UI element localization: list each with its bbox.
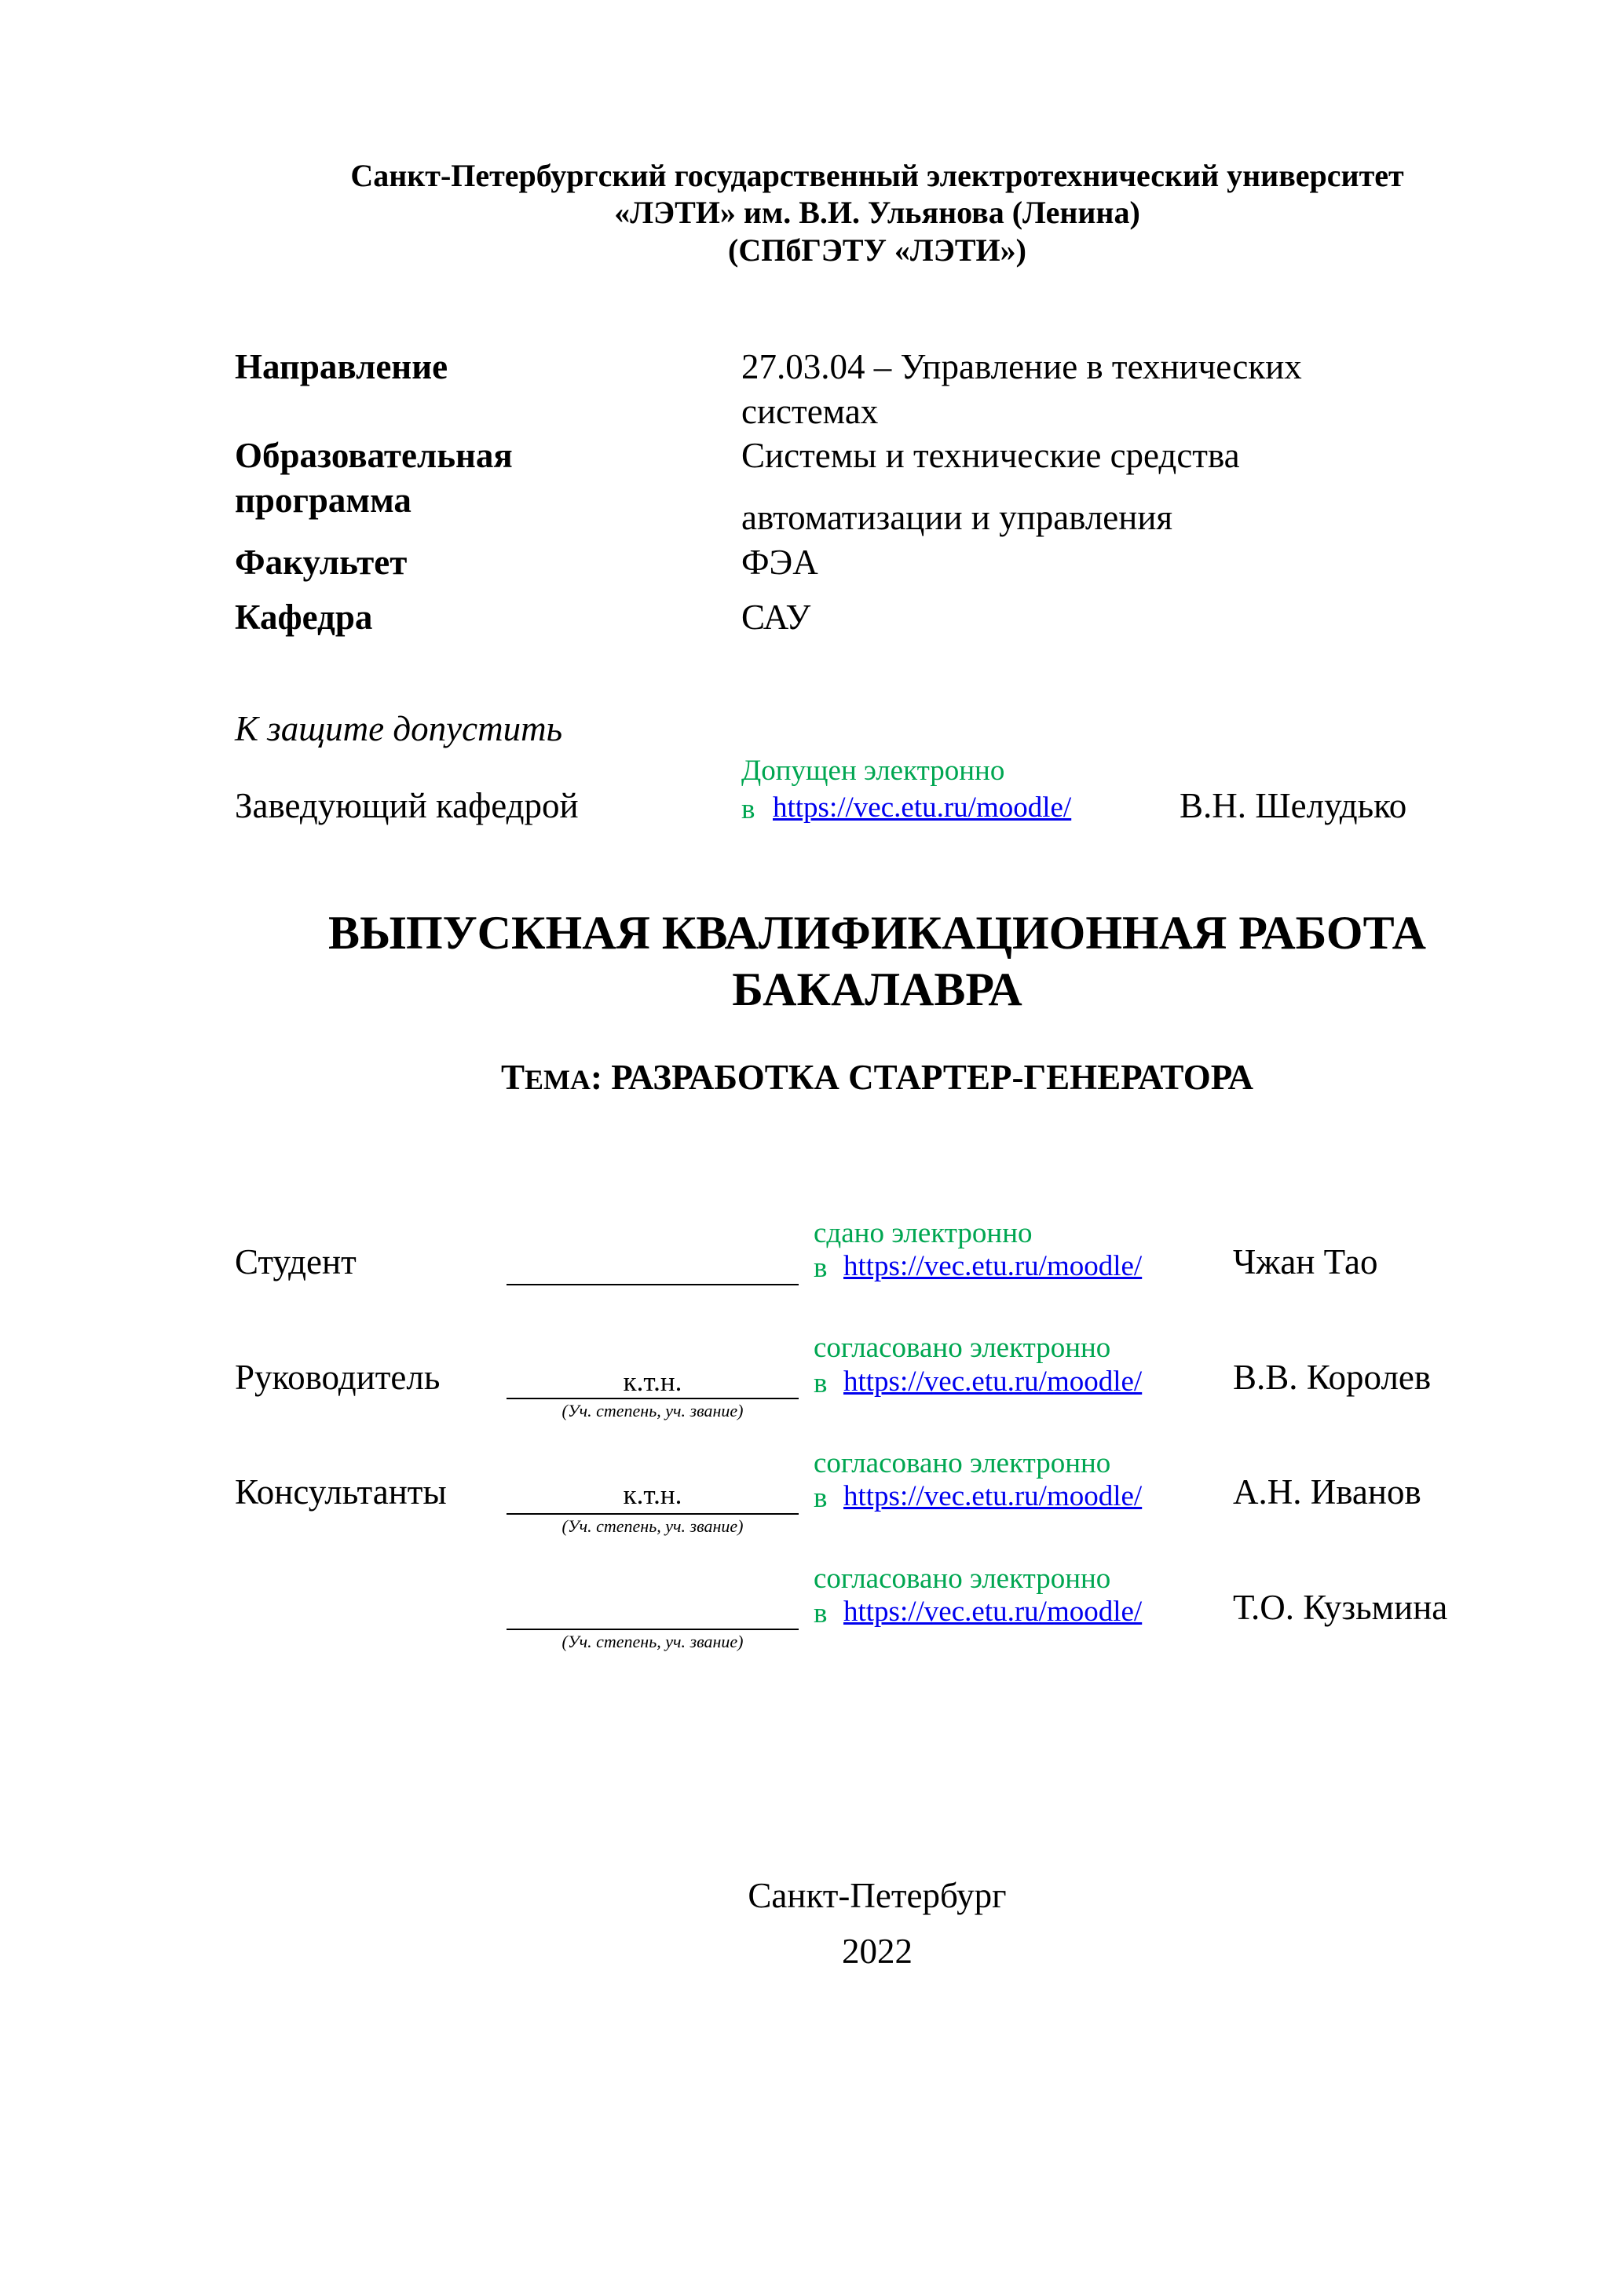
- moodle-link[interactable]: https://vec.etu.ru/moodle/: [843, 1596, 1143, 1628]
- program-value: Системы и технические средства: [741, 436, 1240, 475]
- head-of-department-name: В.Н. Шелудько: [1180, 786, 1407, 825]
- department-value: САУ: [741, 598, 811, 637]
- signature-status: согласовано электронно: [814, 1563, 1111, 1595]
- admission-status: Допущен электронно: [741, 755, 1005, 787]
- city: Санкт-Петербург: [748, 1876, 1007, 1915]
- degree-caption: (Уч. степень, уч. звание): [561, 1632, 744, 1651]
- moodle-link[interactable]: https://vec.etu.ru/moodle/: [773, 792, 1072, 824]
- signature-name: Чжан Тао: [1233, 1242, 1378, 1281]
- direction-value-cont: системах: [741, 392, 879, 431]
- program-label: Образовательная: [235, 436, 513, 475]
- title-line1: ВЫПУСКНАЯ КВАЛИФИКАЦИОННАЯ РАБОТА: [328, 907, 1426, 959]
- head-of-department-role: Заведующий кафедрой: [235, 786, 579, 825]
- signature-line: [507, 1629, 799, 1630]
- degree-caption: (Уч. степень, уч. звание): [561, 1401, 744, 1420]
- signature-status: сдано электронно: [814, 1217, 1033, 1249]
- degree-caption: (Уч. степень, уч. звание): [561, 1516, 744, 1536]
- moodle-link[interactable]: https://vec.etu.ru/moodle/: [843, 1480, 1143, 1512]
- signature-line: [507, 1284, 799, 1285]
- faculty-label: Факультет: [235, 543, 408, 582]
- direction-label: Направление: [235, 347, 448, 386]
- title-line2: БАКАЛАВРА: [732, 963, 1022, 1015]
- signature-role: Руководитель: [235, 1358, 441, 1397]
- signature-degree: к.т.н.: [623, 1366, 682, 1397]
- link-prefix: в: [814, 1597, 828, 1629]
- link-prefix: в: [814, 1252, 828, 1284]
- topic-prefix: Т: [500, 1058, 525, 1097]
- thesis-topic: [0, 1060, 1624, 1095]
- program-label-cont: программа: [235, 481, 411, 520]
- signature-status: согласовано электронно: [814, 1332, 1111, 1364]
- signature-role: Студент: [235, 1242, 357, 1281]
- program-value-cont: автоматизации и управления: [741, 498, 1173, 537]
- faculty-value: ФЭА: [741, 543, 818, 582]
- admission-heading: К защите допустить: [235, 709, 563, 748]
- signature-line: [507, 1398, 799, 1399]
- link-prefix: в: [741, 793, 755, 825]
- signature-name: Т.О. Кузьмина: [1233, 1588, 1448, 1627]
- signature-role: Консультанты: [235, 1472, 447, 1512]
- university-name: Санкт-Петербургский государственный электротехнический университет: [350, 158, 1404, 193]
- university-abbr: (СПбГЭТУ «ЛЭТИ»): [728, 232, 1026, 268]
- university-name-line2: «ЛЭТИ» им. В.И. Ульянова (Ленина): [614, 195, 1140, 230]
- signature-name: В.В. Королев: [1233, 1358, 1432, 1397]
- direction-value: 27.03.04 – Управление в технических: [741, 347, 1302, 386]
- link-prefix: в: [814, 1367, 828, 1399]
- department-label: Кафедра: [235, 598, 373, 637]
- topic-prefix-small: ЕМА: [524, 1064, 591, 1095]
- signature-line: [507, 1513, 799, 1515]
- signature-status: согласовано электронно: [814, 1447, 1111, 1479]
- moodle-link[interactable]: https://vec.etu.ru/moodle/: [843, 1366, 1143, 1398]
- year: 2022: [842, 1932, 913, 1971]
- topic-text: : РАЗРАБОТКА СТАРТЕР-ГЕНЕРАТОРА: [590, 1058, 1254, 1097]
- moodle-link[interactable]: https://vec.etu.ru/moodle/: [843, 1250, 1143, 1282]
- signature-name: А.Н. Иванов: [1233, 1472, 1421, 1512]
- link-prefix: в: [814, 1482, 828, 1514]
- signature-degree: к.т.н.: [623, 1479, 682, 1510]
